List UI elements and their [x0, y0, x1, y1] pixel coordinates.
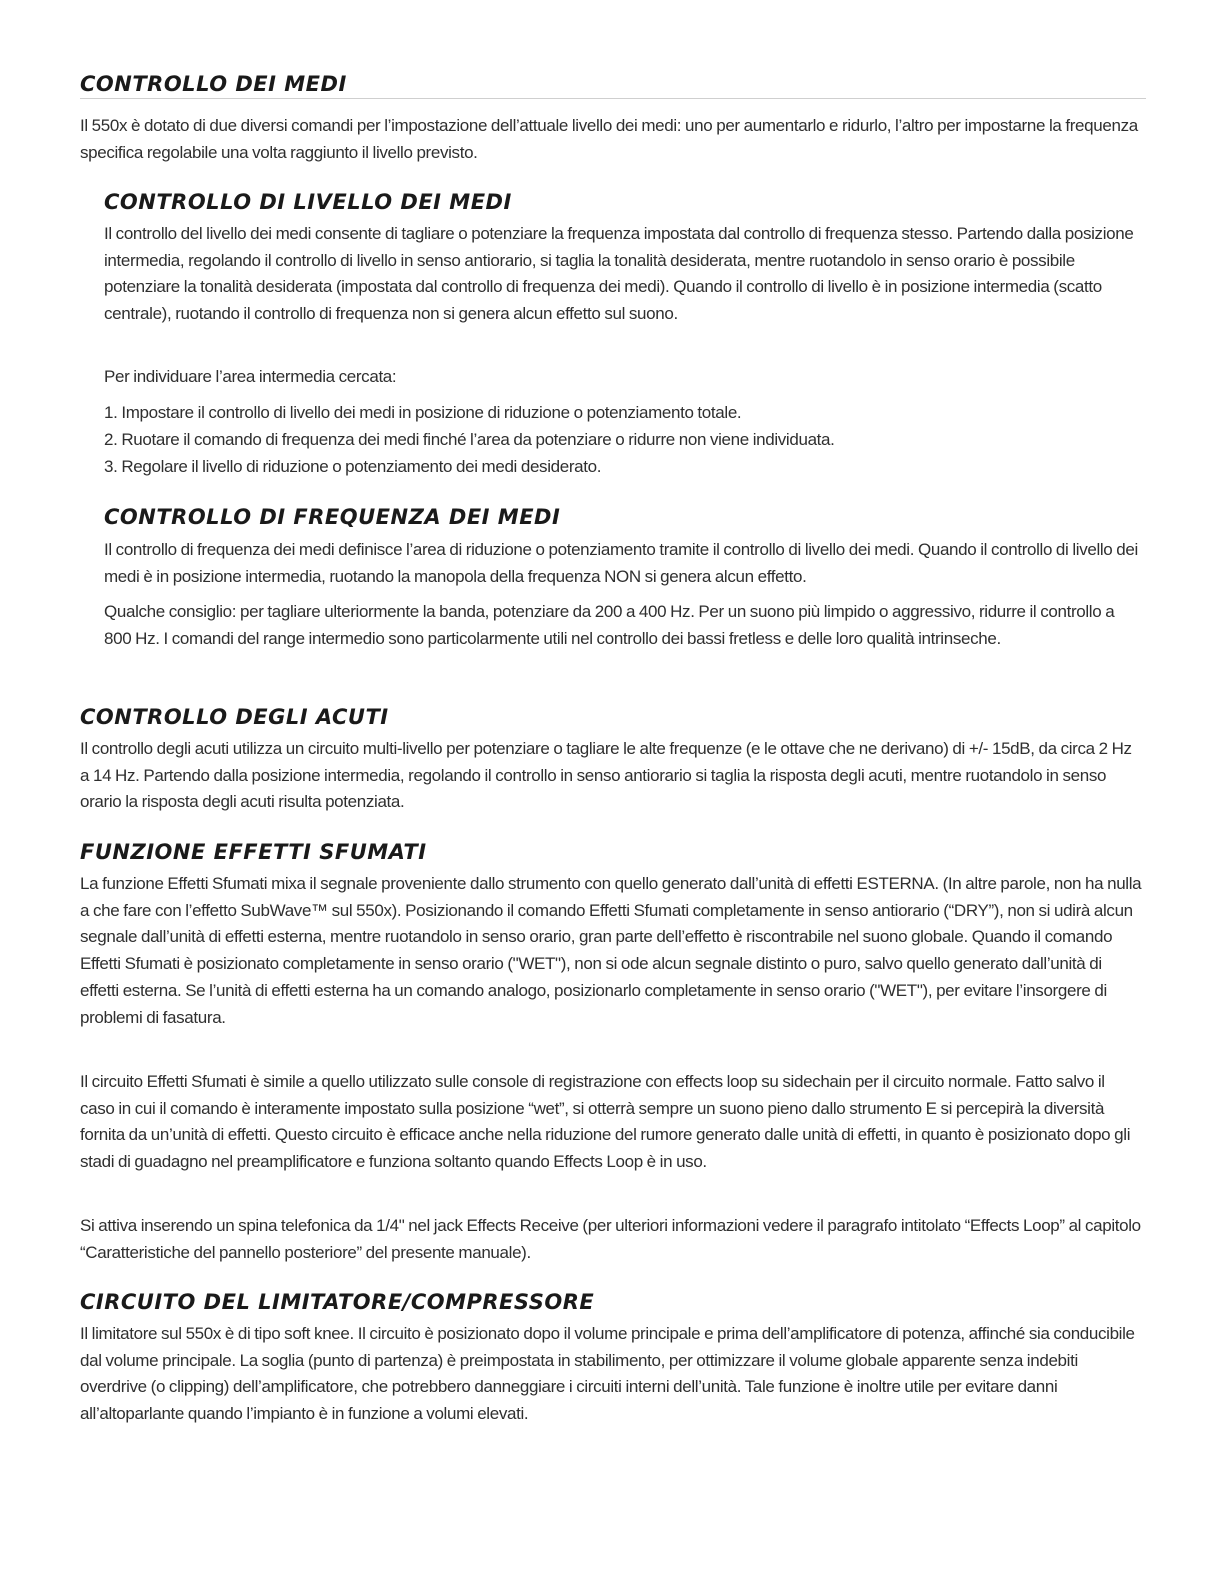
- section-heading-limitatore: CIRCUITO DEL LIMITATORE/COMPRESSORE: [80, 1290, 595, 1314]
- list-item: 2. Ruotare il comando di frequenza dei medi finché l’area da potenziare o ridurre non viene individuata.: [104, 430, 835, 449]
- paragraph-sfumati-1: La funzione Effetti Sfumati mixa il segnale proveniente dallo strumento con quello generato dall’unità di effetti ESTERNA. (In altre parole, non ha nulla a che fare con l’effetto SubWave™ sul 550x). Posizionando il comando Effetti Sfumati completamente in senso antiorario (“DRY”), non si udirà alcun segnale dall’unità di effetti esterna, mentre ruotandolo in senso orario, gran parte dell’effetto è riscontrabile nel suono globale. Quando il comando Effetti Sfumati è posizionato completamente in senso orario ("WET"), non si ode alcun segnale distinto o puro, salvo quello generato dall’unità di effetti esterna. Se l’unità di effetti esterna ha un comando analogo, posizionarlo completamente in senso orario ("WET"), per evitare l’insorgere di problemi di fasatura.: [80, 874, 1142, 1027]
- paragraph-frequenza-medi-tips: Qualche consiglio: per tagliare ulteriormente la banda, potenziare da 200 a 400 Hz. Per un suono più limpido o aggressivo, ridurre il controllo a 800 Hz. I comandi del range intermedio sono particolarmente utili nel controllo dei bassi fretless e delle loro qualità intrinseche.: [104, 602, 1115, 648]
- paragraph-limitatore: Il limitatore sul 550x è di tipo soft knee. Il circuito è posizionato dopo il volume principale e prima dell’amplificatore di potenza, affinché sia conducibile dal volume principale. La soglia (punto di partenza) è preimpostata in stabilimento, per ottimizzare il volume globale apparente senza indebiti overdrive (o clipping) dell’amplificatore, che potrebbero danneggiare i circuiti interni dell’unità. Tale funzione è inoltre utile per evitare danni all’altoparlante quando l’impianto è in funzione a volumi elevati.: [80, 1324, 1135, 1424]
- section-heading-medi: CONTROLLO DEI MEDI: [80, 72, 347, 96]
- paragraph-acuti: Il controllo degli acuti utilizza un circuito multi-livello per potenziare o tagliare le alte frequenze (e le ottave che ne derivano) di +/- 15dB, da circa 2 Hz a 14 Hz. Partendo dalla posizione intermedia, regolando il controllo in senso antiorario si taglia la risposta degli acuti, mentre ruotandolo in senso orario la risposta degli acuti risulta potenziata.: [80, 739, 1132, 812]
- list-item: 1. Impostare il controllo di livello dei medi in posizione di riduzione o potenziamento totale.: [104, 403, 742, 422]
- section-heading-acuti: CONTROLLO DEGLI ACUTI: [80, 705, 389, 729]
- paragraph-medi-intro: Il 550x è dotato di due diversi comandi per l’impostazione dell’attuale livello dei medi: uno per aumentarlo e ridurlo, l’altro per impostarne la frequenza specifica regolabile una volta raggiunto il livello previsto.: [80, 116, 1138, 162]
- section-divider: [80, 98, 1146, 99]
- paragraph-sfumati-3: Si attiva inserendo un spina telefonica da 1/4" nel jack Effects Receive (per ulteriori informazioni vedere il paragrafo intitolato “Effects Loop” al capitolo “Caratteristiche del pannello posteriore” del presente manuale).: [80, 1216, 1141, 1262]
- paragraph-livello-medi: Il controllo del livello dei medi consente di tagliare o potenziare la frequenza impostata dal controllo di frequenza stesso. Partendo dalla posizione intermedia, regolando il controllo di livello in senso antiorario, si taglia la tonalità desiderata, mentre ruotandolo in senso orario è possibile potenziare la tonalità desiderata (impostata dal controllo di frequenza dei medi). Quando il controllo di livello è in posizione intermedia (scatto centrale), ruotando il controllo di frequenza non si genera alcun effetto sul suono.: [104, 224, 1134, 324]
- section-heading-livello-medi: CONTROLLO DI LIVELLO DEI MEDI: [104, 190, 512, 214]
- paragraph-livello-medi-intro-steps: Per individuare l’area intermedia cercata:: [104, 367, 397, 386]
- paragraph-sfumati-2: Il circuito Effetti Sfumati è simile a quello utilizzato sulle console di registrazione con effects loop su sidechain per il circuito normale. Fatto salvo il caso in cui il comando è interamente impostato sulla posizione “wet”, si otterrà sempre un suono pieno dallo strumento E si percepirà la diversità fornita da un’unità di effetti. Questo circuito è efficace anche nella riduzione del rumore generato dalle unità di effetti, in quanto è posizionato dopo gli stadi di guadagno nel preamplificatore e funziona soltanto quando Effects Loop è in uso.: [80, 1072, 1131, 1172]
- paragraph-frequenza-medi: Il controllo di frequenza dei medi definisce l’area di riduzione o potenziamento tramite il controllo di livello dei medi. Quando il controllo di livello dei medi è in posizione intermedia, ruotando la manopola della frequenza NON si genera alcun effetto.: [104, 540, 1138, 586]
- list-item: 3. Regolare il livello di riduzione o potenziamento dei medi desiderato.: [104, 457, 602, 476]
- section-heading-sfumati: FUNZIONE EFFETTI SFUMATI: [80, 840, 427, 864]
- section-heading-frequenza-medi: CONTROLLO DI FREQUENZA DEI MEDI: [104, 505, 561, 529]
